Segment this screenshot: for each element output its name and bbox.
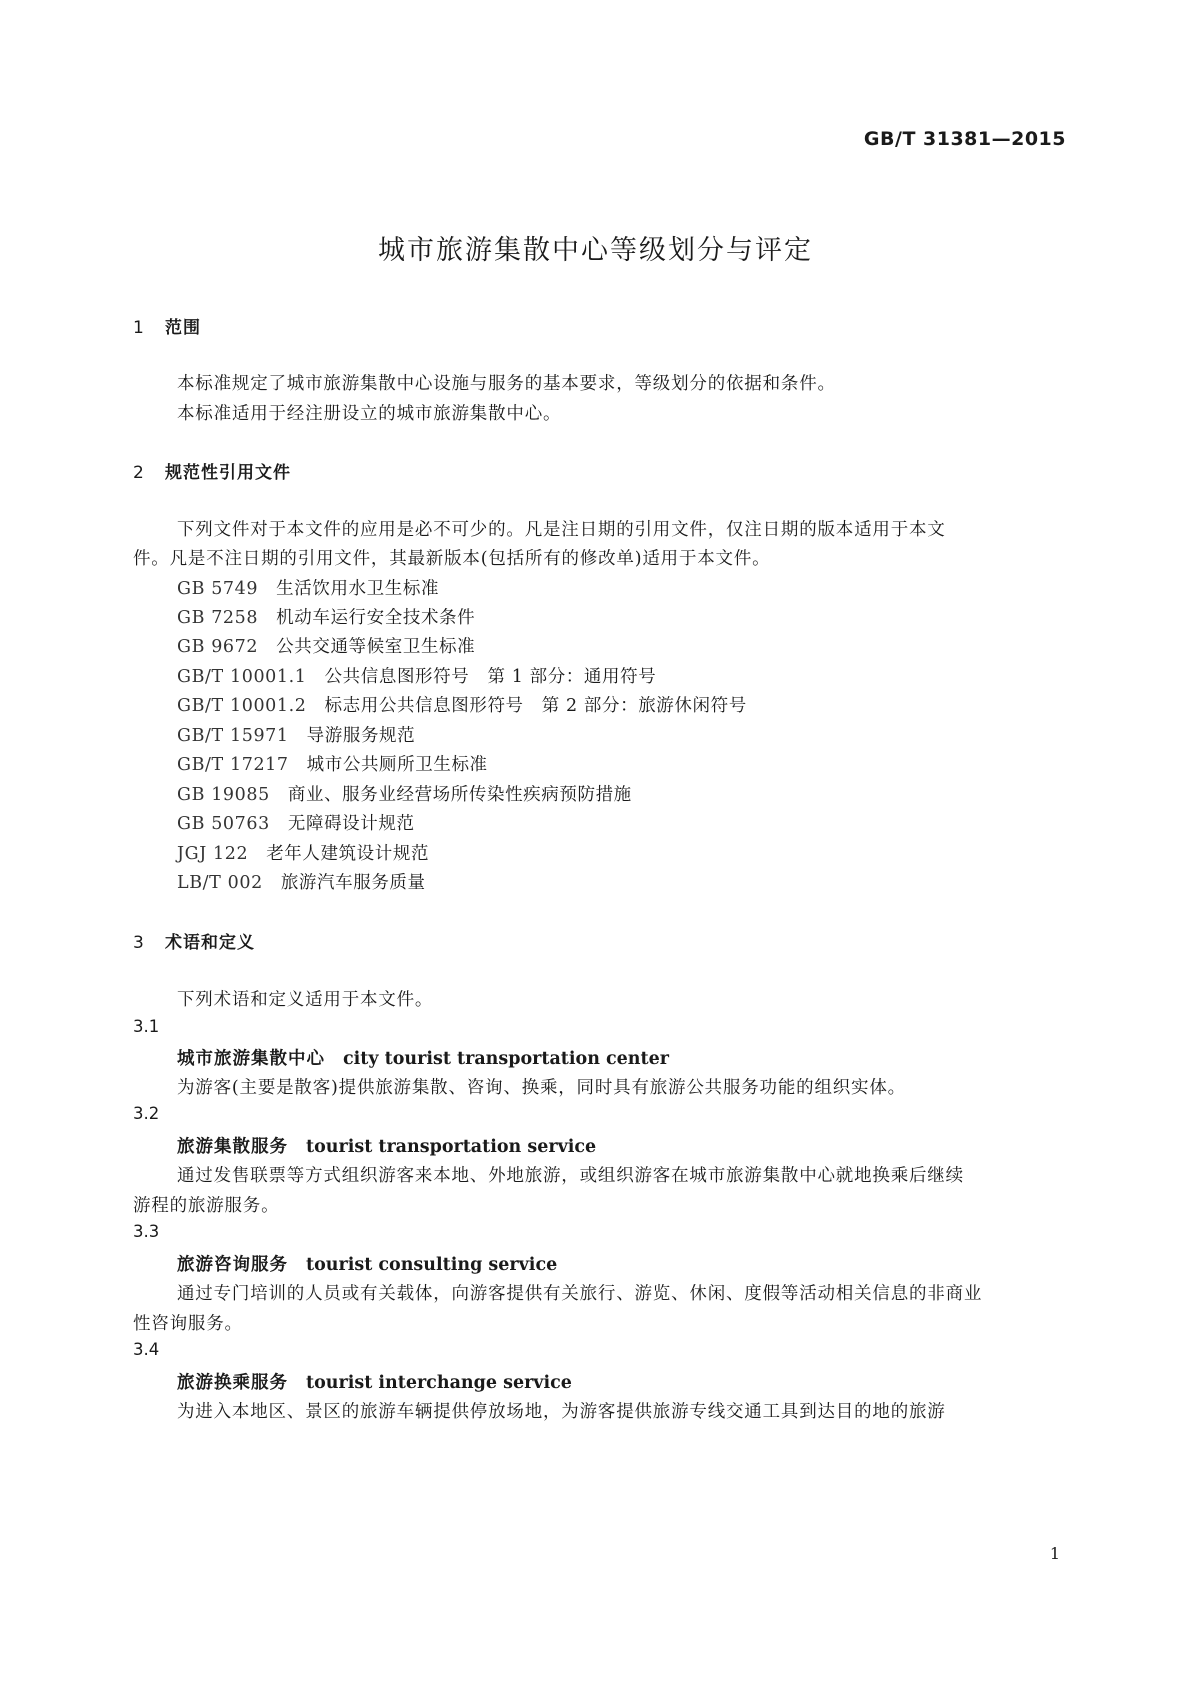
reference-item	[177, 722, 415, 747]
term-definition: 为进入本地区、景区的旅游车辆提供停放场地，为游客提供旅游专线交通工具到达目的地的旅游	[177, 1402, 946, 1422]
reference-item	[177, 751, 488, 776]
reference-title: 无障碍设计规范	[287, 814, 415, 834]
term-zh: 旅游换乘服务	[177, 1373, 288, 1393]
reference-title: 机动车运行安全技术条件	[276, 608, 476, 628]
section-number: 3	[133, 933, 145, 953]
reference-title: 老年人建筑设计规范	[266, 844, 430, 864]
standard-number: GB/T 31381—2015	[863, 128, 1066, 150]
reference-item	[177, 869, 426, 894]
reference-code: GB 7258	[177, 608, 259, 628]
reference-item	[177, 663, 656, 688]
term-heading	[177, 1045, 669, 1070]
reference-title: 导游服务规范	[306, 726, 416, 746]
reference-title: 城市公共厕所卫生标准	[306, 755, 488, 775]
reference-code: GB 9672	[177, 637, 259, 657]
term-definition: 通过专门培训的人员或有关载体，向游客提供有关旅行、游览、休闲、度假等活动相关信息的非商业	[177, 1284, 983, 1304]
reference-code: LB/T 002	[177, 873, 263, 893]
term-number: 3.4	[133, 1340, 160, 1359]
term-en: city tourist transportation center	[343, 1049, 669, 1069]
section-3-heading	[133, 928, 255, 953]
term-en: tourist interchange service	[306, 1373, 572, 1393]
paragraph: 本标准规定了城市旅游集散中心设施与服务的基本要求，等级划分的依据和条件。	[177, 374, 836, 394]
reference-item	[177, 633, 475, 658]
paragraph: 件。凡是不注日期的引用文件，其最新版本(包括所有的修改单)适用于本文件。	[133, 549, 771, 569]
reference-title: 生活饮用水卫生标准	[276, 579, 440, 599]
term-definition: 为游客(主要是散客)提供旅游集散、咨询、换乘，同时具有旅游公共服务功能的组织实体。	[177, 1078, 906, 1098]
reference-code: JGJ 122	[177, 844, 249, 864]
section-number: 2	[133, 463, 145, 483]
section-1-heading	[133, 313, 201, 338]
term-definition: 通过发售联票等方式组织游客来本地、外地旅游，或组织游客在城市旅游集散中心就地换乘后继续	[177, 1166, 964, 1186]
page-title: 城市旅游集散中心等级划分与评定	[378, 235, 813, 266]
term-heading	[177, 1133, 596, 1158]
reference-title: 公共交通等候室卫生标准	[276, 637, 476, 657]
reference-code: GB 19085	[177, 785, 270, 805]
reference-code: GB 5749	[177, 579, 259, 599]
reference-title: 标志用公共信息图形符号 第 2 部分：旅游休闲符号	[324, 696, 747, 716]
section-title: 规范性引用文件	[165, 463, 291, 483]
reference-item	[177, 810, 415, 835]
reference-title: 公共信息图形符号 第 1 部分：通用符号	[324, 667, 657, 687]
paragraph: 本标准适用于经注册设立的城市旅游集散中心。	[177, 404, 562, 424]
reference-title: 旅游汽车服务质量	[280, 873, 426, 893]
term-zh: 城市旅游集散中心	[177, 1049, 325, 1069]
term-zh: 旅游咨询服务	[177, 1255, 288, 1275]
term-en: tourist consulting service	[306, 1255, 558, 1275]
term-number: 3.3	[133, 1222, 160, 1241]
reference-item	[177, 575, 439, 600]
term-number: 3.2	[133, 1104, 160, 1123]
reference-item	[177, 781, 632, 806]
section-title: 术语和定义	[165, 933, 255, 953]
section-number: 1	[133, 318, 145, 338]
reference-code: GB/T 10001.2	[177, 696, 307, 716]
term-definition-continued: 性咨询服务。	[133, 1314, 243, 1334]
paragraph: 下列术语和定义适用于本文件。	[177, 990, 434, 1010]
section-2-heading	[133, 458, 291, 483]
reference-code: GB/T 17217	[177, 755, 289, 775]
term-heading	[177, 1251, 557, 1276]
reference-title: 商业、服务业经营场所传染性疾病预防措施	[287, 785, 632, 805]
term-en: tourist transportation service	[306, 1137, 597, 1157]
term-heading	[177, 1369, 572, 1394]
term-zh: 旅游集散服务	[177, 1137, 288, 1157]
reference-item	[177, 604, 475, 629]
term-definition-continued: 游程的旅游服务。	[133, 1196, 280, 1216]
term-number: 3.1	[133, 1017, 160, 1036]
reference-code: GB 50763	[177, 814, 270, 834]
reference-item	[177, 692, 747, 717]
reference-code: GB/T 15971	[177, 726, 289, 746]
reference-code: GB/T 10001.1	[177, 667, 307, 687]
page-number: 1	[1049, 1544, 1060, 1563]
reference-item	[177, 840, 429, 865]
paragraph: 下列文件对于本文件的应用是必不可少的。凡是注日期的引用文件，仅注日期的版本适用于本文	[177, 520, 946, 540]
section-title: 范围	[165, 318, 201, 338]
